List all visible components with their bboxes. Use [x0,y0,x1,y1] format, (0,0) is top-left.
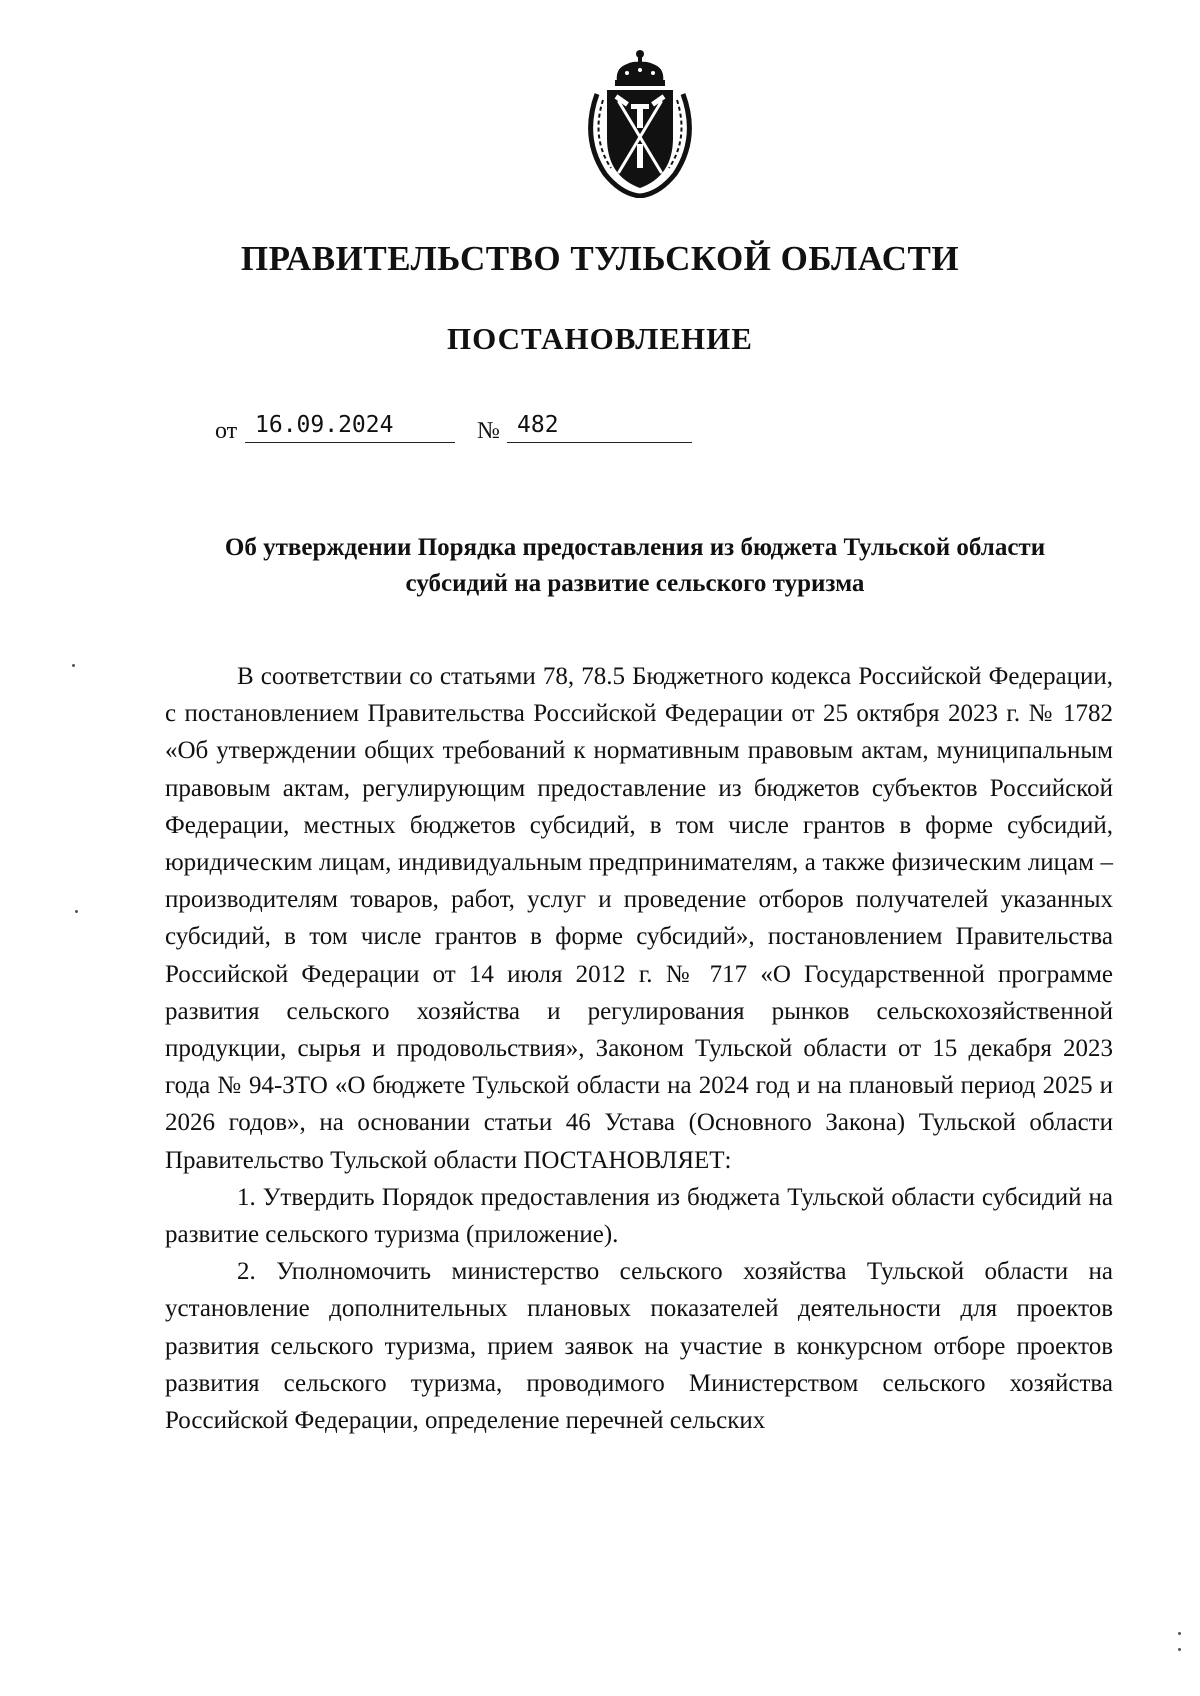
document-body [165,658,1113,1439]
number-label: № [477,418,500,444]
scan-speck [72,664,75,667]
scan-speck [1178,1648,1181,1651]
date-label: от [215,418,238,444]
item-1-paragraph: 1. Утвердить Порядок предоставления из бюджета Тульской области субсидий на развитие сельского туризма (приложение). [165,1183,1113,1249]
scan-speck [75,910,78,913]
preamble-paragraph: В соответствии со статьями 78, 78.5 Бюджетного кодекса Российской Федерации, с постановлением Правительства Российской Федерации от 25 октября 2023 г. № 1782 «Об утверждении общих требований к нормативным правовым актам, муниципальным правовым актам, регулирующим предоставление из бюджетов субъектов Российской Федерации, местных бюджетов субсидий, в том числе грантов в форме субсидий, юридическим лицам, индивидуальным предпринимателям, а также физическим лицам – производителям товаров, работ, услуг и проведение отборов получателей указанных субсидий, в том числе грантов в форме субсидий», постановлением Правительства Российской Федерации от 14 июля 2012 г. № 717 «О Государственной программе развития сельского хозяйства и регулирования рынков сельскохозяйственной продукции, сырья и продовольствия», Законом Тульской области от 15 декабря 2023 года № 94-ЗТО «О бюджете Тульской области на 2024 год и на плановый период 2025 и 2026 годов», на основании статьи 46 Устава (Основного Закона) Тульской области Правительство Тульской области ПОСТАНОВЛЯЕТ: [165,663,1113,1174]
document-date: 16.09.2024 [245,410,455,443]
subject-line-2: субсидий на развитие сельского туризма [405,570,865,597]
organization-title: ПРАВИТЕЛЬСТВО ТУЛЬСКОЙ ОБЛАСТИ [240,239,960,278]
item-2-paragraph: 2. Уполномочить министерство сельского хозяйства Тульской области на установление дополнительных плановых показателей деятельности для проектов развития сельского туризма, прием заявок на участие в конкурсном отборе проектов развития сельского туризма, проводимого Министерством сельского хозяйства Российской Федерации, определение перечней сельских [165,1258,1113,1435]
scan-speck [1178,1632,1181,1635]
document-number: 482 [507,410,692,443]
document-subject [150,530,1120,602]
document-type-title: ПОСТАНОВЛЕНИЕ [447,321,753,356]
tula-coat-of-arms-icon [575,48,705,198]
subject-line-1: Об утверждении Порядка предоставления из бюджета Тульской области [224,534,1046,561]
